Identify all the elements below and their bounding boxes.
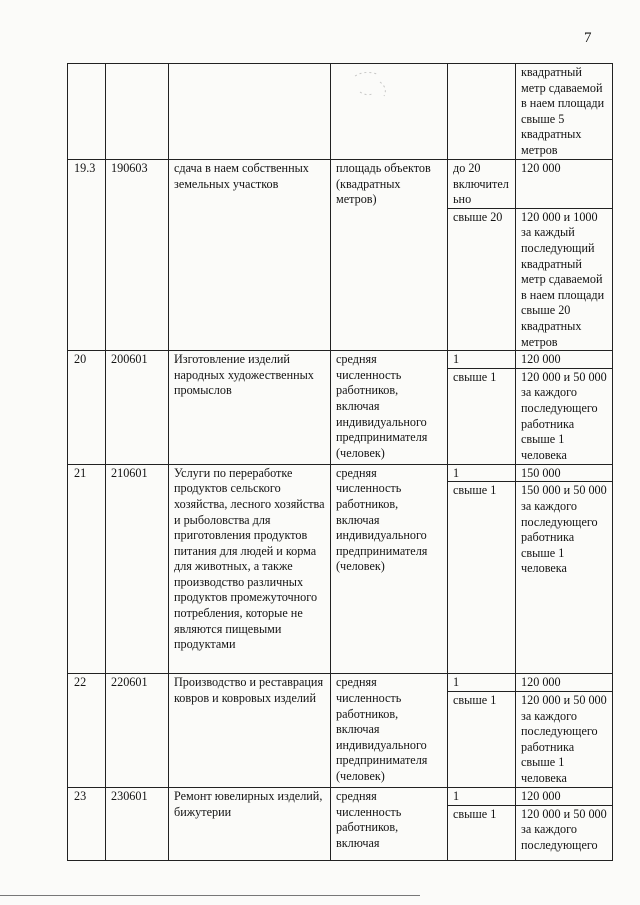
- row-number: 19.3: [68, 160, 106, 351]
- activity-name: Производство и реставрация ковров и ковровых изделий: [169, 674, 331, 788]
- row-number: 21: [68, 464, 106, 674]
- table-row: [68, 64, 613, 160]
- activity-name: [169, 64, 331, 160]
- income-amount: 150 000 и 50 000 за каждого последующего работника свыше 1 человека: [516, 482, 613, 674]
- physical-indicator: площадь объектов (квадратных метров): [331, 160, 448, 351]
- activity-name: Ремонт ювелирных изделий, бижутерии: [169, 787, 331, 860]
- activity-name: сдача в наем собственных земельных участков: [169, 160, 331, 351]
- indicator-range: свыше 1: [448, 805, 516, 860]
- physical-indicator: [331, 64, 448, 160]
- activity-name: Услуги по переработке продуктов сельского хозяйства, лесного хозяйства и рыболовства для приготовления продуктов питания для людей и корма для животных, а также производство различных продуктов промежуточного потребления, которые не являются пищевыми продуктами: [169, 464, 331, 674]
- indicator-range: 1: [448, 464, 516, 482]
- activity-code: 210601: [106, 464, 169, 674]
- indicator-range: 1: [448, 787, 516, 805]
- income-amount: 120 000: [516, 674, 613, 692]
- indicator-range: 1: [448, 674, 516, 692]
- table-row: [68, 787, 613, 805]
- indicator-range: свыше 1: [448, 482, 516, 674]
- income-amount: квадратный метр сдаваемой в наем площади свыше 5 квадратных метров: [516, 64, 613, 160]
- page-bottom-rule: [0, 895, 420, 896]
- activity-code: 190603: [106, 160, 169, 351]
- income-amount: 120 000 и 50 000 за каждого последующего: [516, 805, 613, 860]
- physical-indicator: средняя численность работников, включая индивидуального предпринимателя (человек): [331, 674, 448, 788]
- row-number: 20: [68, 351, 106, 465]
- indicator-range: до 20 включительно: [448, 160, 516, 209]
- physical-indicator: средняя численность работников, включая индивидуального предпринимателя (человек): [331, 464, 448, 674]
- income-amount: 120 000: [516, 160, 613, 209]
- tariff-table: [67, 63, 613, 861]
- row-number: [68, 64, 106, 160]
- activity-code: 230601: [106, 787, 169, 860]
- row-number: 23: [68, 787, 106, 860]
- indicator-range: свыше 1: [448, 368, 516, 464]
- income-amount: 120 000: [516, 787, 613, 805]
- table-row: [68, 351, 613, 369]
- indicator-range: [448, 64, 516, 160]
- physical-indicator: средняя численность работников, включая индивидуального предпринимателя (человек): [331, 351, 448, 465]
- income-amount: 150 000: [516, 464, 613, 482]
- activity-code: 220601: [106, 674, 169, 788]
- activity-code: 200601: [106, 351, 169, 465]
- physical-indicator: средняя численность работников, включая: [331, 787, 448, 860]
- activity-name: Изготовление изделий народных художественных промыслов: [169, 351, 331, 465]
- row-number: 22: [68, 674, 106, 788]
- indicator-range: свыше 20: [448, 208, 516, 350]
- activity-code: [106, 64, 169, 160]
- indicator-range: свыше 1: [448, 691, 516, 787]
- income-amount: 120 000 и 50 000 за каждого последующего работника свыше 1 человека: [516, 691, 613, 787]
- income-amount: 120 000: [516, 351, 613, 369]
- income-amount: 120 000 и 50 000 за каждого последующего работника свыше 1 человека: [516, 368, 613, 464]
- table-row: [68, 464, 613, 482]
- indicator-range: 1: [448, 351, 516, 369]
- table-row: [68, 674, 613, 692]
- table-row: [68, 160, 613, 209]
- income-amount: 120 000 и 1000 за каждый последующий квадратный метр сдаваемой в наем площади свыше 20 квадратных метров: [516, 208, 613, 350]
- page-number: 7: [584, 30, 592, 46]
